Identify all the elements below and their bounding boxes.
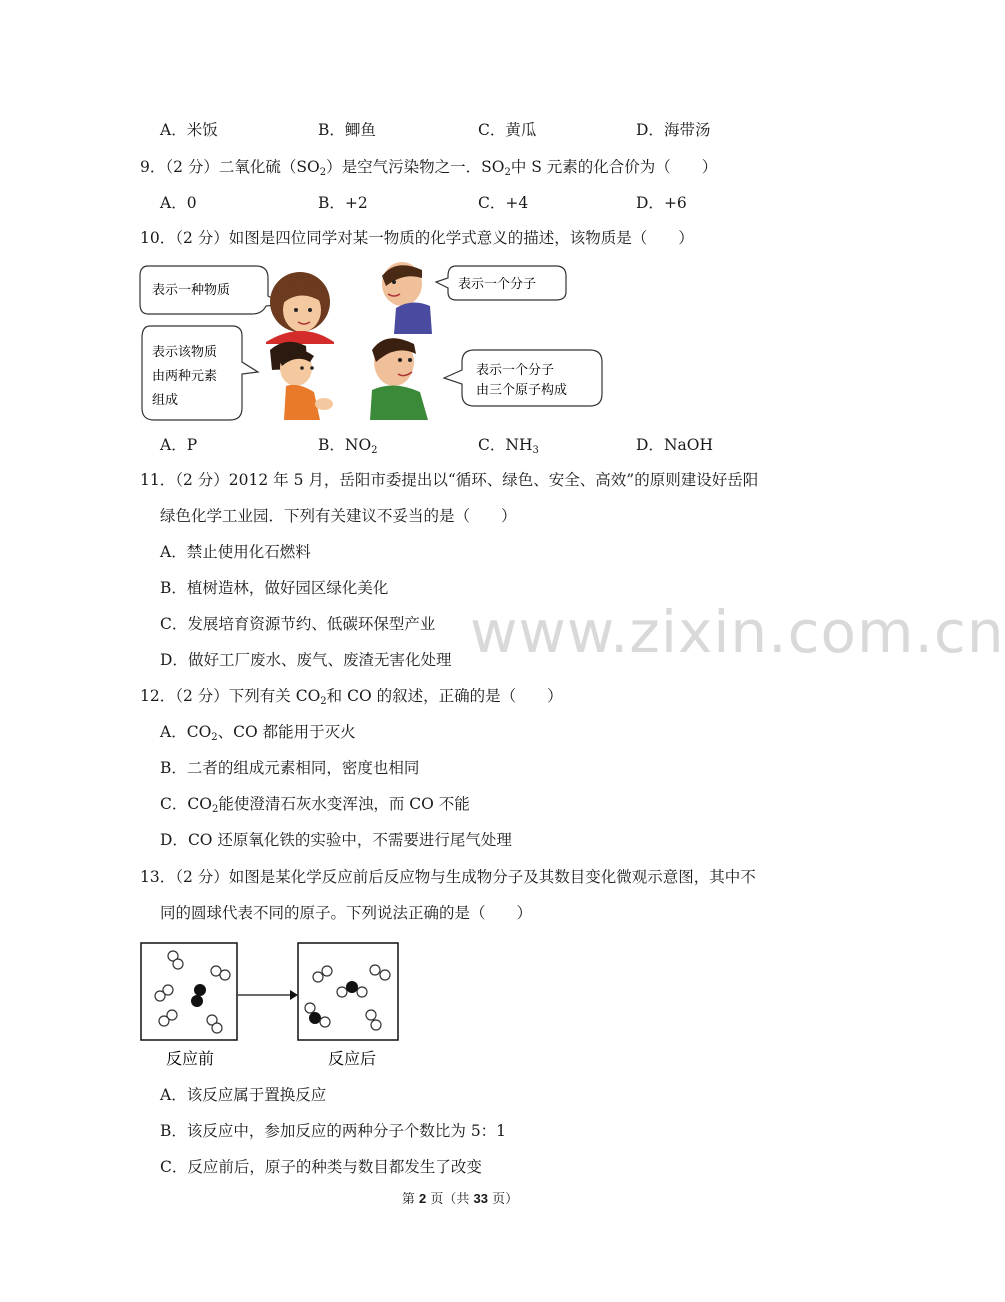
bubble-3-line-2: 由两种元素	[152, 369, 218, 384]
reaction-arrow-head	[290, 990, 298, 1000]
label-before: 反应前	[166, 1049, 215, 1068]
q10-option-a: A．P	[160, 436, 198, 454]
q12-option-a: A．$CO_2$、CO 都能用于灭火	[160, 723, 356, 743]
bubble-4-line-1: 表示一个分子	[476, 363, 555, 378]
before-box	[141, 943, 237, 1040]
student-boy-1-icon	[382, 262, 432, 334]
q10-option-c: C．$NH_3$	[478, 436, 539, 456]
q9-option-b: B．+2	[318, 194, 368, 212]
student-girl-2-icon	[270, 342, 333, 420]
bubble-3-line-1: 表示该物质	[152, 345, 218, 360]
q11-option-a: A．禁止使用化石燃料	[160, 543, 311, 561]
q13-option-b: B．该反应中，参加反应的两种分子个数比为 5：1	[160, 1122, 507, 1140]
q10-option-b: B．$NO_2$	[318, 436, 378, 456]
label-after: 反应后	[328, 1049, 377, 1068]
page-footer: 第 2 页（共 33 页）	[401, 1191, 519, 1207]
student-boy-2-icon	[370, 338, 428, 420]
q8-option-c: C．黄瓜	[478, 121, 537, 139]
bubble-3-line-3: 组成	[152, 393, 179, 408]
q12-stem: 12．（2 分）下列有关 $CO_2$和 CO 的叙述，正确的是（ ）	[140, 687, 563, 707]
q12-option-d: D．CO 还原氧化铁的实验中，不需要进行尾气处理	[160, 831, 512, 849]
q9-option-c: C．+4	[478, 194, 529, 212]
q13-stem-line-2: 同的圆球代表不同的原子。下列说法正确的是（ ）	[160, 904, 533, 922]
q13-option-a: A．该反应属于置换反应	[160, 1086, 327, 1104]
q10-students-figure	[138, 258, 608, 428]
q13-reaction-diagram	[140, 940, 405, 1076]
q12-option-c: C．$CO_2$能使澄清石灰水变浑浊，而 CO 不能	[160, 795, 470, 815]
bubble-2-text: 表示一个分子	[458, 277, 537, 292]
after-box	[298, 943, 398, 1040]
q9-option-d: D．+6	[636, 194, 687, 212]
q13-stem-line-1: 13．（2 分）如图是某化学反应前后反应物与生成物分子及其数目变化微观示意图，其中不	[140, 868, 756, 886]
watermark: www.zixin.com.cn	[470, 598, 1005, 666]
q10-option-d: D．NaOH	[636, 436, 713, 454]
q9-option-a: A．0	[160, 194, 197, 212]
q10-stem: 10．（2 分）如图是四位同学对某一物质的化学式意义的描述，该物质是（ ）	[140, 229, 694, 247]
q11-stem-line-1: 11．（2 分）2012 年 5 月，岳阳市委提出以“循环、绿色、安全、高效”的原则建设好岳阳	[140, 471, 759, 489]
q11-stem-line-2: 绿色化学工业园．下列有关建议不妥当的是（ ）	[160, 507, 517, 525]
bubble-4-line-2: 由三个原子构成	[476, 383, 568, 398]
q11-option-d: D．做好工厂废水、废气、废渣无害化处理	[160, 651, 452, 669]
q8-option-b: B．鲫鱼	[318, 121, 376, 139]
q8-option-d: D．海带汤	[636, 121, 711, 139]
q8-option-a: A．米饭	[160, 121, 218, 139]
bubble-1-text: 表示一种物质	[152, 283, 231, 298]
q11-option-b: B．植树造林，做好园区绿化美化	[160, 579, 389, 597]
q9-stem: 9．（2 分）二氧化硫$(SO_2)$是空气污染物之一．$SO_2$中 S 元素的化合价为（ ）	[140, 158, 718, 178]
q12-option-b: B．二者的组成元素相同，密度也相同	[160, 759, 420, 777]
q11-option-c: C．发展培育资源节约、低碳环保型产业	[160, 615, 436, 633]
student-girl-1-icon	[266, 272, 334, 344]
q13-option-c: C．反应前后，原子的种类与数目都发生了改变	[160, 1158, 482, 1176]
